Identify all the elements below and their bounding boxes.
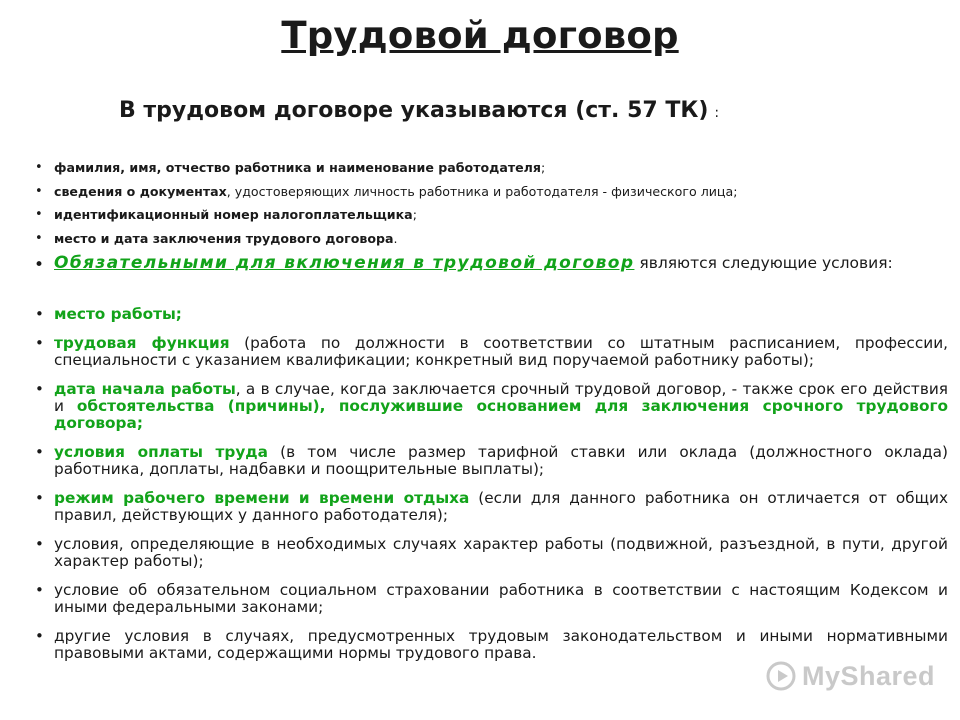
required-info-list	[34, 160, 934, 254]
list-item	[34, 335, 948, 369]
condition-green: режим рабочего времени и времени отдыха	[54, 489, 470, 507]
condition-rest: (если для данного работника он отличается от общих правил, действующих у данного работодателя);	[54, 489, 949, 524]
condition-mid: , а в случае, когда заключается срочный трудовой договор, - также срок его действия и	[54, 380, 948, 415]
condition-text: условия, определяющие в необходимых случаях характер работы (подвижной, разъездной, в пути, другой характер работы);	[54, 535, 948, 570]
subtitle-text: В трудовом договоре указываются (ст. 57 ТК)	[119, 98, 709, 123]
subtitle-colon: :	[714, 105, 720, 121]
item-bold: сведения о документах	[54, 183, 227, 199]
item-bold: место и дата заключения трудового договора	[54, 230, 394, 246]
mandatory-text	[54, 255, 948, 272]
watermark	[766, 656, 935, 696]
condition-green: дата начала работы	[54, 380, 236, 398]
list-item	[34, 207, 934, 223]
condition-green: место работы;	[54, 305, 182, 323]
myshared-logo-icon	[766, 661, 796, 691]
mandatory-conditions-list	[34, 306, 948, 674]
condition-text: другие условия в случаях, предусмотренных трудовым законодательством и иными нормативными правовыми актами, содержащими нормы трудового права.	[54, 627, 948, 662]
page-subtitle	[119, 98, 719, 123]
bullet: •	[34, 255, 45, 275]
condition-rest: (работа по должности в соответствии со штатным расписанием, профессии, специальности с указанием квалификации; конкретный вид поручаемой работнику работы);	[54, 334, 948, 369]
mandatory-conditions-intro	[34, 253, 948, 275]
watermark-text: MyShared	[802, 660, 936, 691]
condition-green-2: обстоятельства (причины), послужившие основанием для заключения срочного трудового договора;	[54, 397, 948, 432]
condition-rest: (в том числе размер тарифной ставки или оклада (должностного оклада) работника, доплаты, надбавки и поощрительные выплаты);	[54, 443, 949, 478]
condition-green: трудовая функция	[54, 334, 230, 352]
list-item	[34, 381, 948, 432]
list-item	[34, 306, 948, 323]
item-bold: фамилия, имя, отчество работника и наименование работодателя	[54, 160, 541, 175]
page-title: Трудовой договор	[281, 14, 679, 57]
mandatory-emphasis: Обязательными для включения в трудовой договор	[54, 253, 635, 273]
item-rest: , удостоверяющих личность работника и работодателя - физического лица;	[226, 183, 738, 199]
list-item	[34, 231, 934, 247]
condition-text: условие об обязательном социальном страховании работника в соответствии с настоящим Кодексом и иными федеральными законами;	[54, 581, 948, 616]
list-item	[34, 536, 948, 570]
item-rest: ;	[412, 207, 417, 222]
list-item	[34, 160, 934, 176]
item-rest: .	[393, 230, 398, 246]
list-item	[34, 490, 948, 524]
mandatory-rest: являются следующие условия:	[634, 254, 893, 272]
item-rest: ;	[540, 160, 546, 175]
list-item	[34, 184, 934, 200]
list-item	[34, 582, 948, 616]
list-item	[34, 444, 948, 478]
item-bold: идентификационный номер налогоплательщика	[54, 207, 413, 222]
condition-green: условия оплаты труда	[54, 443, 268, 461]
